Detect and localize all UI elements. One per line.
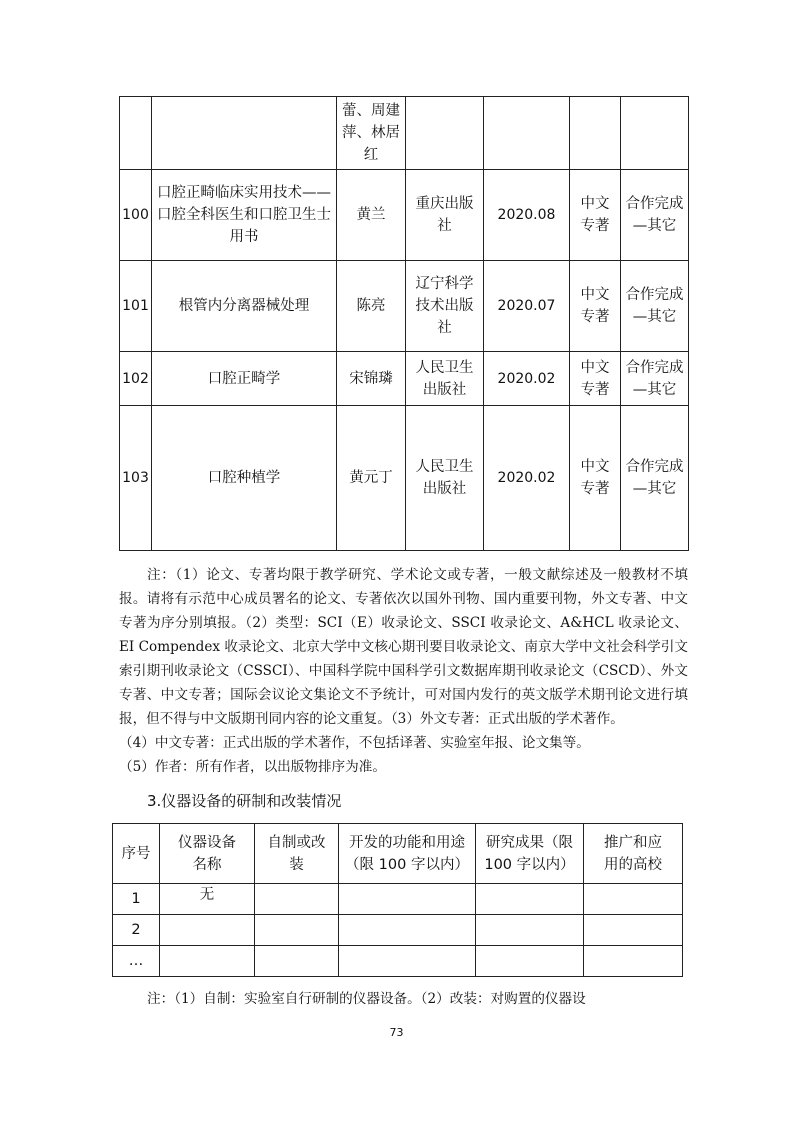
row-num: 1: [113, 884, 160, 915]
cell: [584, 915, 683, 946]
pub-title: [152, 97, 337, 170]
cell: [339, 884, 476, 915]
note-text: 注：（1）论文、专著均限于教学研究、学术论文或专著，一般文献综述及一般教材不填报。请将有示范中心成员署名的论文、专著依次以国外刊物、国内重要刊物，外文专著、中文专著为序分别填报。（2）类型：SCI（E）收录论文、SSCI 收录论文、A&HCL 收录论文、EI Compendex 收录论文、北京大学中文核心期刊要目收录论文、南京大学中文社会科学引文索引期刊收录论文（CSSCI）、中国科学院中国科学引文数据库期刊收录论文（CSCD）、外文专著、中文专著；国际会议论文集论文不予统计，可对国内发行的英文版学术期刊论文进行填报，但不得与中文版期刊同内容的论文重复。（3）外文专著：正式出版的学术著作。: [119, 567, 688, 727]
pub-author: 黄兰: [337, 170, 406, 261]
equipment-name: [160, 946, 255, 977]
pub-date: 2020.02: [484, 406, 570, 551]
pub-author: 宋锦璘: [337, 352, 406, 406]
pub-title: 口腔正畸学: [152, 352, 337, 406]
pub-title: 口腔种植学: [152, 406, 337, 551]
note-line-5: （5）作者：所有作者，以出版物排序为准。: [119, 759, 386, 775]
cell: [255, 946, 339, 977]
pub-num: 101: [120, 261, 152, 352]
pub-mode: 合作完成—其它: [621, 261, 689, 352]
pub-mode: [621, 97, 689, 170]
pub-type: 中文专著: [570, 352, 621, 406]
pub-date: [484, 97, 570, 170]
header-cell: 开发的功能和用途（限 100 字以内）: [339, 824, 476, 884]
cell: [584, 884, 683, 915]
cell: [339, 946, 476, 977]
pub-type: 中文专著: [570, 406, 621, 551]
pub-author: 陈亮: [337, 261, 406, 352]
table-row: [113, 884, 683, 915]
pub-mode: 合作完成—其它: [621, 352, 689, 406]
pub-publisher: 人民卫生出版社: [406, 406, 484, 551]
pub-date: 2020.08: [484, 170, 570, 261]
equipment-name: [160, 915, 255, 946]
cell: [255, 884, 339, 915]
table-row: [113, 946, 683, 977]
table-row: [113, 915, 683, 946]
pub-mode: 合作完成—其它: [621, 406, 689, 551]
table-row: [120, 352, 689, 406]
table-row: [120, 97, 689, 170]
header-cell: 研究成果（限 100 字以内）: [476, 824, 584, 884]
equipment-table: [112, 823, 683, 977]
pub-title: 口腔正畸临床实用技术——口腔全科医生和口腔卫生士用书: [152, 170, 337, 261]
table-row: [120, 261, 689, 352]
note-line-4: （4）中文专著：正式出版的学术著作，不包括译著、实验室年报、论文集等。: [119, 735, 590, 751]
row-num: 2: [113, 915, 160, 946]
cell: [476, 915, 584, 946]
page-number: 73: [389, 1026, 404, 1039]
note-paragraph: [119, 563, 688, 779]
pub-date: 2020.07: [484, 261, 570, 352]
row-num: …: [113, 946, 160, 977]
header-cell: 推广和应用的高校: [584, 824, 683, 884]
pub-type: 中文专著: [570, 261, 621, 352]
cell: [584, 946, 683, 977]
pub-title: 根管内分离器械处理: [152, 261, 337, 352]
header-cell: 序号: [113, 824, 160, 884]
cell: [255, 915, 339, 946]
cell: [476, 946, 584, 977]
pub-author: 黄元丁: [337, 406, 406, 551]
note-2: 注：（1）自制：实验室自行研制的仪器设备。（2）改装：对购置的仪器设: [147, 991, 586, 1007]
table-row: [120, 170, 689, 261]
cell: [339, 915, 476, 946]
pub-num: 102: [120, 352, 152, 406]
cell: [476, 884, 584, 915]
section-title: 3.仪器设备的研制和改装情况: [147, 792, 342, 810]
pub-publisher: 辽宁科学技术出版社: [406, 261, 484, 352]
pub-type: [570, 97, 621, 170]
header-cell: 自制或改装: [255, 824, 339, 884]
pub-publisher: 人民卫生出版社: [406, 352, 484, 406]
pub-num: 103: [120, 406, 152, 551]
publications-table: [119, 96, 689, 551]
pub-type: 中文专著: [570, 170, 621, 261]
pub-author: 蕾、周建萍、林居红: [337, 97, 406, 170]
equipment-name: 无: [160, 884, 255, 915]
table-row: [120, 406, 689, 551]
pub-num: [120, 97, 152, 170]
pub-date: 2020.02: [484, 352, 570, 406]
pub-num: 100: [120, 170, 152, 261]
header-cell: 仪器设备名称: [160, 824, 255, 884]
pub-publisher: 重庆出版社: [406, 170, 484, 261]
table-header-row: [113, 824, 683, 884]
pub-publisher: [406, 97, 484, 170]
pub-mode: 合作完成—其它: [621, 170, 689, 261]
